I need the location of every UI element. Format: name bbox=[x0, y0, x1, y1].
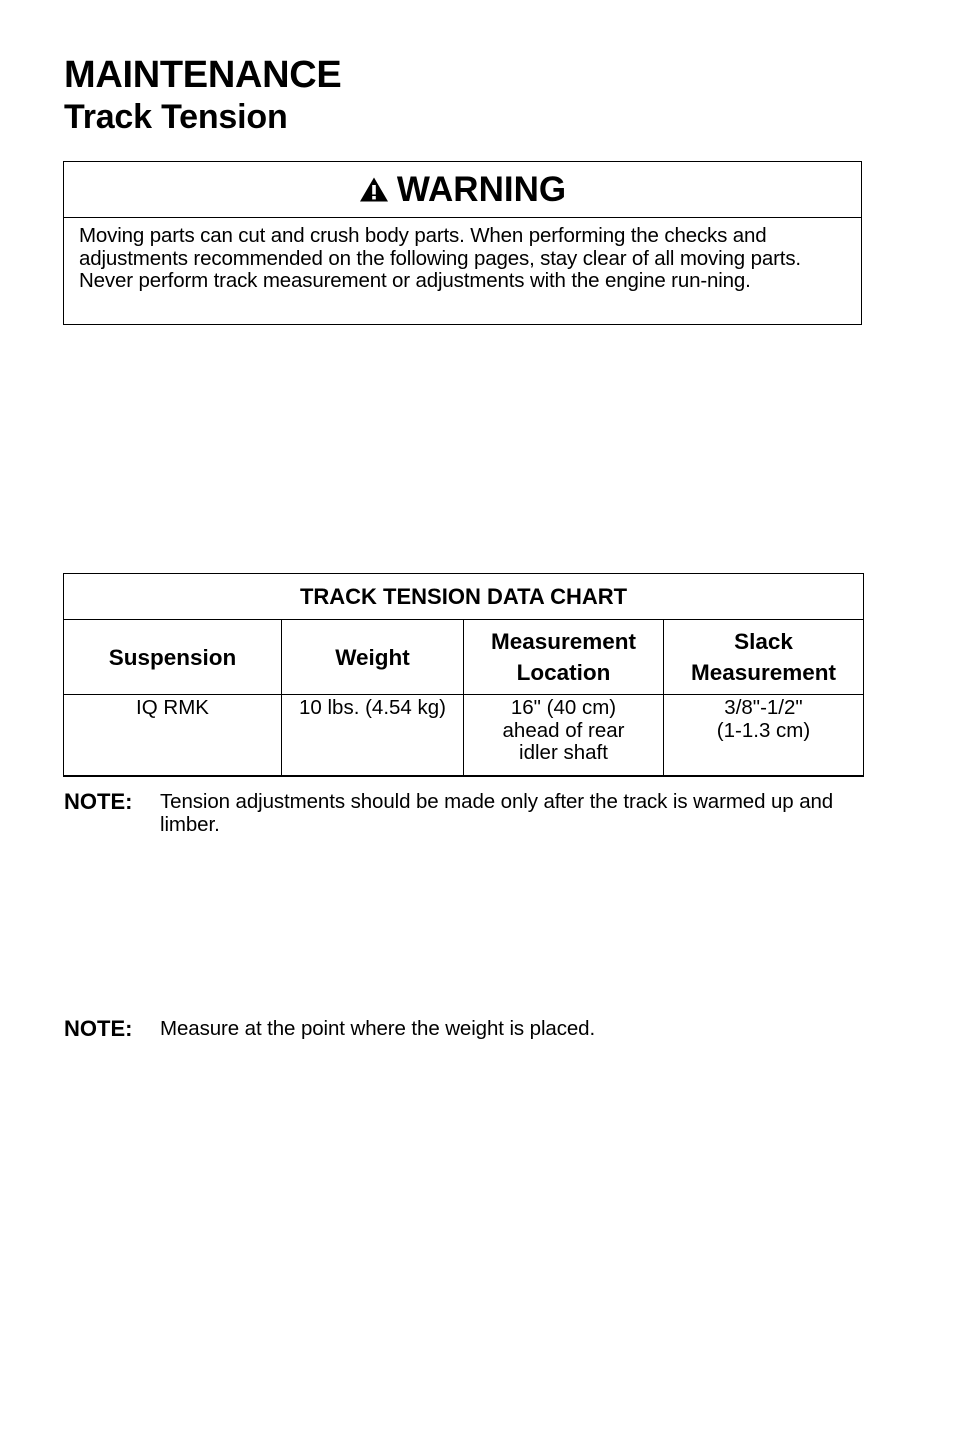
cell-slack-measurement bbox=[664, 695, 864, 777]
cell-measurement-location bbox=[464, 695, 664, 777]
cell-line: 3/8"-1/2" bbox=[724, 696, 803, 719]
header-line: Measurement bbox=[490, 629, 637, 654]
header-line: Location bbox=[516, 660, 611, 685]
header-line: Suspension bbox=[108, 644, 237, 670]
note-label: NOTE: bbox=[64, 789, 133, 814]
table-header-row bbox=[64, 620, 864, 695]
header-line: Weight bbox=[335, 644, 410, 670]
warning-text: Moving parts can cut and crush body parts. When performing the checks and adjustments recommended on the following pages, stay clear of all moving parts. Never perform track measurement or adjustments with the engine run-ning. bbox=[79, 224, 801, 292]
warning-triangle-icon bbox=[359, 176, 389, 203]
cell-weight bbox=[282, 695, 464, 777]
column-header-measurement-location bbox=[464, 620, 664, 695]
page-subtitle: Track Tension bbox=[64, 98, 288, 136]
track-tension-table bbox=[63, 573, 864, 777]
note-label: NOTE: bbox=[64, 1016, 133, 1041]
column-header-suspension bbox=[64, 620, 282, 695]
warning-header bbox=[64, 162, 861, 218]
cell-line: 16" (40 cm) bbox=[510, 696, 617, 719]
table-row bbox=[64, 695, 864, 777]
note-text: Measure at the point where the weight is placed. bbox=[160, 1017, 596, 1040]
note-warm-up bbox=[64, 790, 864, 836]
cell-line: ahead of rear bbox=[502, 718, 625, 742]
cell-suspension bbox=[64, 695, 282, 777]
warning-box bbox=[63, 161, 862, 325]
cell-line: IQ RMK bbox=[136, 696, 209, 719]
header-line: Slack bbox=[734, 629, 793, 654]
section-title: MAINTENANCE bbox=[64, 54, 342, 96]
column-header-weight bbox=[282, 620, 464, 695]
cell-line: idler shaft bbox=[519, 741, 608, 764]
table-title: TRACK TENSION DATA CHART bbox=[64, 574, 864, 620]
cell-line: 10 lbs. (4.54 kg) bbox=[299, 696, 446, 719]
cell-line: (1-1.3 cm) bbox=[716, 718, 811, 742]
note-measure-point bbox=[64, 1017, 864, 1041]
header-line: Measurement bbox=[690, 660, 837, 685]
warning-label: WARNING bbox=[396, 169, 567, 209]
note-text: Tension adjustments should be made only after the track is warmed up and limber. bbox=[160, 790, 834, 836]
table-title-row bbox=[64, 574, 864, 620]
column-header-slack-measurement bbox=[664, 620, 864, 695]
